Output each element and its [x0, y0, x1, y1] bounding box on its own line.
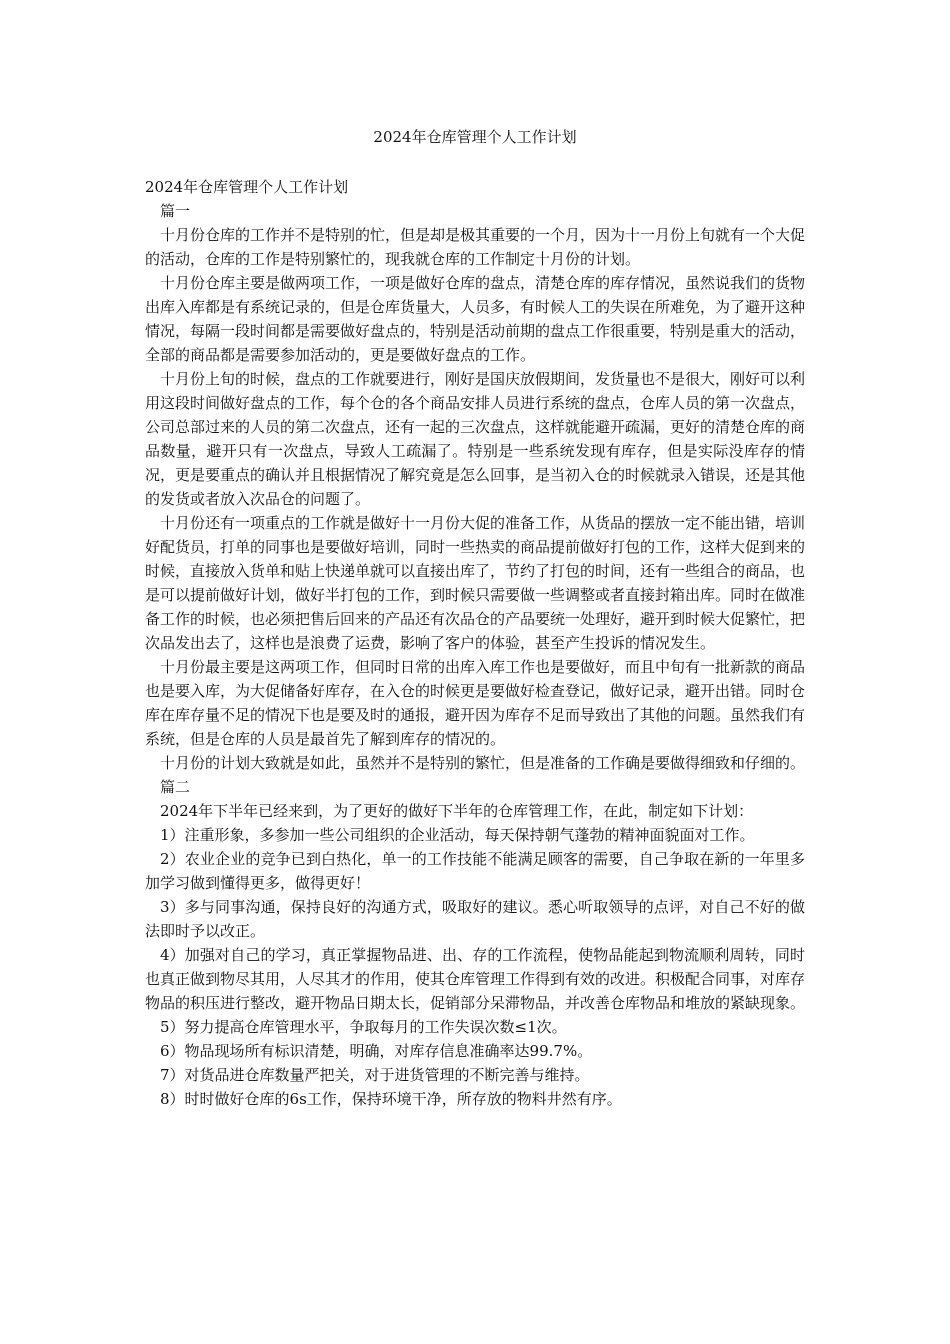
- list-item: 1）注重形象，多参加一些公司组织的企业活动，每天保持朝气蓬勃的精神面貌面对工作。: [160, 826, 755, 844]
- list-item: 3）多与同事沟通，保持良好的沟通方式，吸取好的建议。悉心听取领导的点评，对自己不好的做法即时予以改正。: [145, 898, 805, 940]
- list-item: 6）物品现场所有标识清楚，明确，对库存信息准确率达99.7%。: [160, 1042, 593, 1060]
- document-title: 2024年仓库管理个人工作计划: [373, 128, 577, 146]
- paragraph: 十月份仓库的工作并不是特别的忙，但是却是极其重要的一个月，因为十一月份上旬就有一个大促的活动，仓库的工作是特别繁忙的，现我就仓库的工作制定十月份的计划。: [145, 226, 806, 268]
- list-item: 8）时时做好仓库的6s工作，保持环境干净，所存放的物料井然有序。: [160, 1090, 622, 1108]
- list-item: 7）对货品进仓库数量严把关，对于进货管理的不断完善与维持。: [160, 1066, 590, 1084]
- document-body: [145, 175, 805, 1111]
- paragraph: 十月份仓库主要是做两项工作，一项是做好仓库的盘点，清楚仓库的库存情况，虽然说我们的货物出库入库都是有系统记录的，但是仓库货量大，人员多，有时候人工的失误在所难免，为了避开这种情况，每隔一段时间都是需要做好盘点的，特别是活动前期的盘点工作很重要，特别是重大的活动，全部的商品都是需要参加活动的，更是要做好盘点的工作。: [145, 274, 806, 364]
- list-item: 5）努力提高仓库管理水平，争取每月的工作失误次数≤1次。: [160, 1018, 567, 1036]
- list-item: 2）农业企业的竞争已到白热化，单一的工作技能不能满足顾客的需要，自己争取在新的一年里多加学习做到懂得更多，做得更好！: [145, 850, 805, 892]
- paragraph: 十月份最主要是这两项工作，但同时日常的出库入库工作也是要做好，而且中旬有一批新款的商品也是要入库，为大促储备好库存，在入仓的时候更是要做好检查登记，做好记录，避开出错。同时仓库在库存量不足的情况下也是要及时的通报，避开因为库存不足而导致出了其他的问题。虽然我们有系统，但是仓库的人员是最首先了解到库存的情况的。: [145, 658, 806, 748]
- paragraph: 十月份的计划大致就是如此，虽然并不是特别的繁忙，但是准备的工作确是要做得细致和仔细的。: [160, 754, 806, 772]
- paragraph: 十月份上旬的时候，盘点的工作就要进行，刚好是国庆放假期间，发货量也不是很大，刚好可以利用这段时间做好盘点的工作，每个仓的各个商品安排人员进行系统的盘点，仓库人员的第一次盘点，公司总部过来的人员的第二次盘点，还有一起的三次盘点，这样就能避开疏漏，更好的清楚仓库的商品数量，避开只有一次盘点，导致人工疏漏了。特别是一些系统发现有库存，但是实际没库存的情况，更是要重点的确认并且根据情况了解究竟是怎么回事，是当初入仓的时候就录入错误，还是其他的发货或者放入次品仓的问题了。: [145, 370, 806, 508]
- document-subtitle: 2024年仓库管理个人工作计划: [145, 178, 349, 196]
- paragraph: 十月份还有一项重点的工作就是做好十一月份大促的准备工作，从货品的摆放一定不能出错，培训好配货员，打单的同事也是要做好培训，同时一些热卖的商品提前做好打包的工作，这样大促到来的时候，直接放入货单和贴上快递单就可以直接出库了，节约了打包的时间，还有一些组合的商品，也是可以提前做好计划，做好半打包的工作，到时候只需要做一些调整或者直接封箱出库。同时在做准备工作的时候，也必须把售后回来的产品还有次品仓的产品要统一处理好，避开到时候大促繁忙，把次品发出去了，这样也是浪费了运费，影响了客户的体验，甚至产生投诉的情况发生。: [145, 514, 806, 652]
- section-heading-2: 篇二: [160, 778, 191, 796]
- section-heading-1: 篇一: [160, 202, 191, 220]
- paragraph: 2024年下半年已经来到，为了更好的做好下半年的仓库管理工作，在此，制定如下计划：: [160, 802, 754, 820]
- list-item: 4）加强对自己的学习，真正掌握物品进、出、存的工作流程，使物品能起到物流顺利周转，同时也真正做到物尽其用，人尽其才的作用，使其仓库管理工作得到有效的改进。积极配合同事，对库存物品的积压进行整改，避开物品日期太长，促销部分呆滞物品，并改善仓库物品和堆放的紧缺现象。: [145, 946, 806, 1012]
